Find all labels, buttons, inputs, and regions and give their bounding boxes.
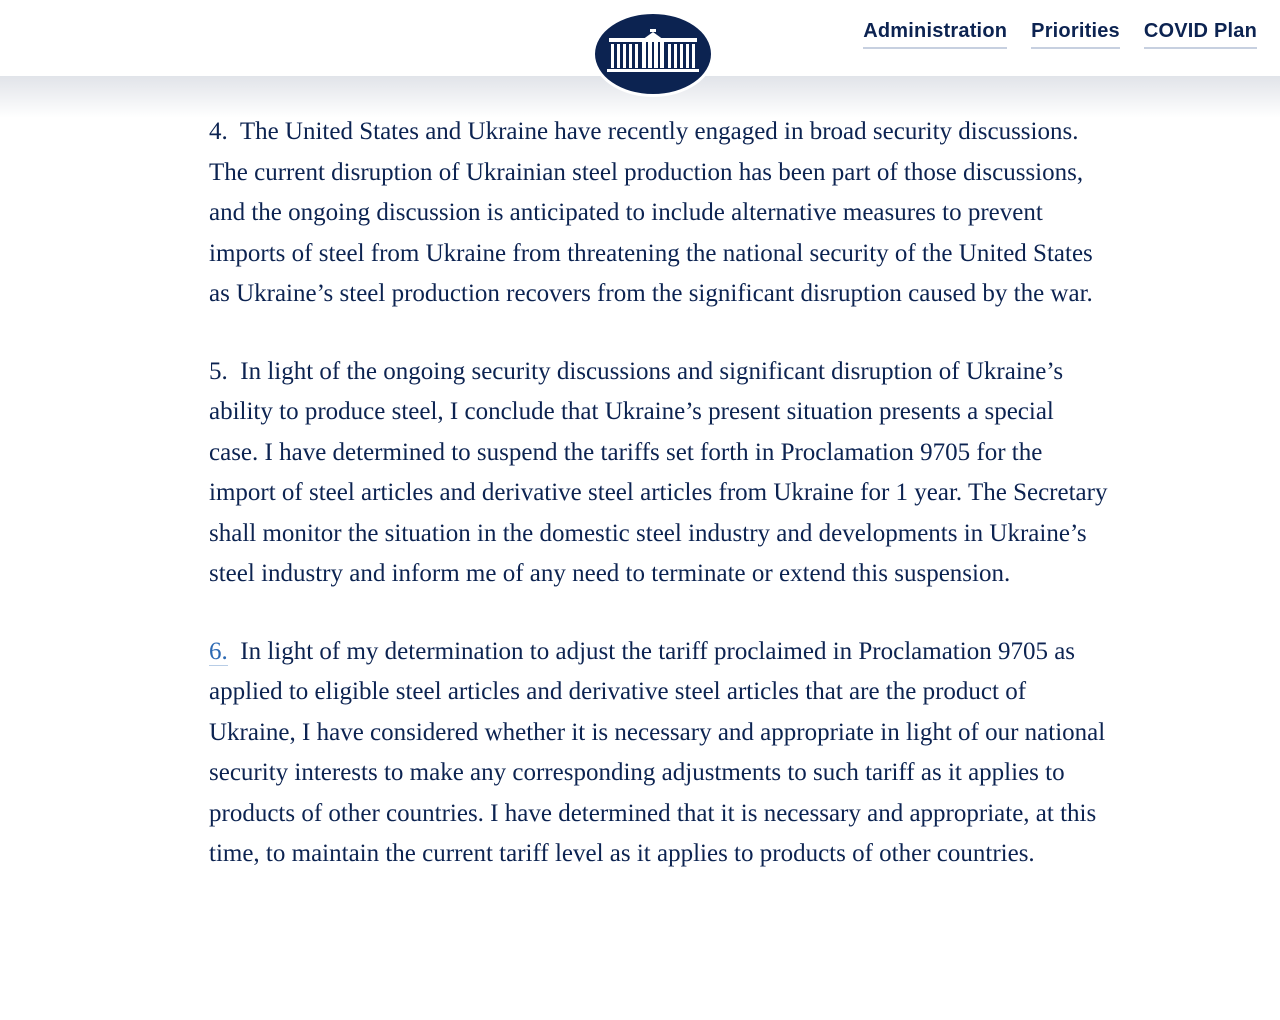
white-house-logo[interactable] [592,11,714,97]
paragraph-text: The United States and Ukraine have recently engaged in broad security discussions. The current disruption of Ukrainian steel production has been part of those discussions, and the ongoing discussion is anticipated to include alternative measures to prevent imports of steel from Ukraine from threatening the national security of the United States as Ukraine’s steel production recovers from the significant disruption caused by the war. [209,118,1093,307]
paragraph-4 [209,112,1109,315]
paragraph-anchor-link[interactable]: 6. [209,637,228,665]
nav-link-covid-plan[interactable]: COVID Plan [1144,20,1257,49]
article-body [209,112,1109,912]
main-nav [863,20,1257,49]
nav-link-administration[interactable]: Administration [863,20,1007,49]
paragraph-6 [209,632,1109,875]
paragraph-text: In light of my determination to adjust the tariff proclaimed in Proclamation 9705 as applied to eligible steel articles and derivative steel articles that are the product of Ukraine, I have considered whether it is necessary and appropriate in light of our national security interests to make any corresponding adjustments to such tariff as it applies to products of other countries. I have determined that it is necessary and appropriate, at this time, to maintain the current tariff level as it applies to products of other countries. [209,637,1106,867]
white-house-icon [595,14,711,94]
paragraph-text: In light of the ongoing security discussions and significant disruption of Ukraine’s ability to produce steel, I conclude that Ukraine’s present situation presents a special case. I have determined to suspend the tariffs set forth in Proclamation 9705 for the import of steel articles and derivative steel articles from Ukraine for 1 year. The Secretary shall monitor the situation in the domestic steel industry and developments in Ukraine’s steel industry and inform me of any need to terminate or extend this suspension. [209,357,1108,587]
nav-link-priorities[interactable]: Priorities [1031,20,1120,49]
paragraph-5 [209,352,1109,595]
paragraph-number: 5. [209,357,228,385]
paragraph-number: 4. [209,118,228,145]
